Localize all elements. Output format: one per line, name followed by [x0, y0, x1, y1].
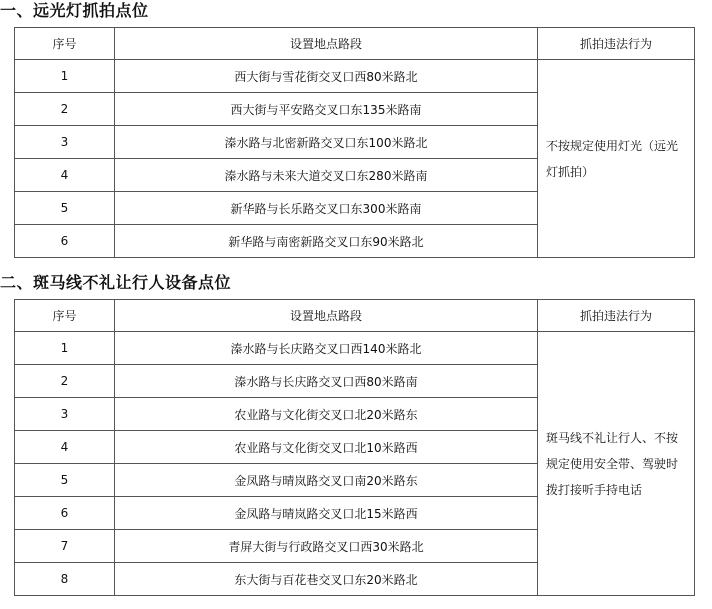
seq-cell: 5 — [15, 192, 115, 225]
seq-cell: 3 — [15, 126, 115, 159]
location-header: 设置地点路段 — [115, 28, 538, 60]
location-cell: 农业路与文化街交叉口北10米路西 — [115, 431, 538, 464]
violation-cell: 斑马线不礼让行人、不按规定使用安全带、驾驶时拨打接听手持电话 — [538, 332, 695, 596]
location-cell: 东大街与百花巷交叉口东20米路北 — [115, 563, 538, 596]
seq-cell: 7 — [15, 530, 115, 563]
location-header: 设置地点路段 — [115, 300, 538, 332]
seq-header: 序号 — [15, 28, 115, 60]
table-header-row — [15, 28, 695, 60]
seq-cell: 5 — [15, 464, 115, 497]
table-header-row — [15, 300, 695, 332]
high-beam-camera-table — [14, 27, 695, 258]
seq-cell: 3 — [15, 398, 115, 431]
location-cell: 西大街与平安路交叉口东135米路南 — [115, 93, 538, 126]
section1-heading: 一、远光灯抓拍点位 — [0, 1, 149, 20]
table-row — [15, 332, 695, 365]
section2-heading: 二、斑马线不礼让行人设备点位 — [0, 273, 232, 292]
seq-cell: 4 — [15, 431, 115, 464]
location-cell: 溱水路与长庆路交叉口西140米路北 — [115, 332, 538, 365]
location-cell: 溱水路与北密新路交叉口东100米路北 — [115, 126, 538, 159]
seq-cell: 8 — [15, 563, 115, 596]
location-cell: 新华路与长乐路交叉口东300米路南 — [115, 192, 538, 225]
violation-header: 抓拍违法行为 — [538, 28, 695, 60]
seq-header: 序号 — [15, 300, 115, 332]
location-cell: 青屏大街与行政路交叉口西30米路北 — [115, 530, 538, 563]
location-cell: 新华路与南密新路交叉口东90米路北 — [115, 225, 538, 258]
location-cell: 溱水路与未来大道交叉口东280米路南 — [115, 159, 538, 192]
location-cell: 溱水路与长庆路交叉口西80米路南 — [115, 365, 538, 398]
location-cell: 金凤路与晴岚路交叉口南20米路东 — [115, 464, 538, 497]
violation-header: 抓拍违法行为 — [538, 300, 695, 332]
location-cell: 农业路与文化街交叉口北20米路东 — [115, 398, 538, 431]
seq-cell: 6 — [15, 225, 115, 258]
location-cell: 西大街与雪花街交叉口西80米路北 — [115, 60, 538, 93]
seq-cell: 2 — [15, 365, 115, 398]
table-row — [15, 60, 695, 93]
seq-cell: 4 — [15, 159, 115, 192]
crosswalk-camera-table — [14, 299, 695, 596]
seq-cell: 1 — [15, 60, 115, 93]
violation-cell: 不按规定使用灯光（远光灯抓拍） — [538, 60, 695, 258]
seq-cell: 2 — [15, 93, 115, 126]
seq-cell: 6 — [15, 497, 115, 530]
seq-cell: 1 — [15, 332, 115, 365]
location-cell: 金凤路与晴岚路交叉口北15米路西 — [115, 497, 538, 530]
